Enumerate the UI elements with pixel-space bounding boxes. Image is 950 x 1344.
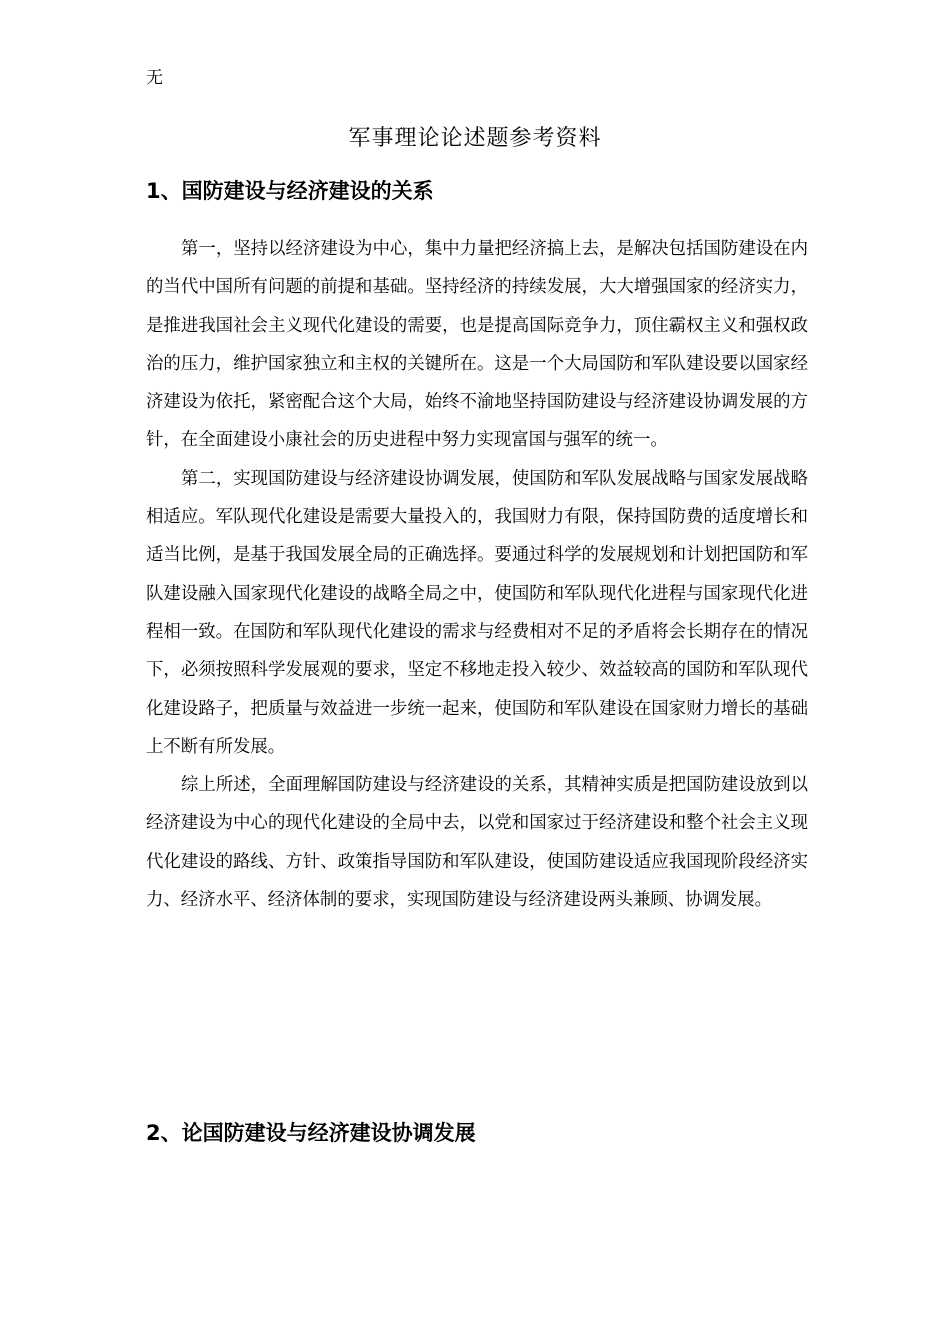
section-heading-1: 1、国防建设与经济建设的关系 [146, 179, 434, 203]
section-1-body [146, 230, 808, 919]
paragraph-1: 第一，坚持以经济建设为中心，集中力量把经济搞上去，是解决包括国防建设在内的当代中国所有问题的前提和基础。坚持经济的持续发展，大大增强国家的经济实力，是推进我国社会主义现代化建设的需要，也是提高国际竞争力，顶住霸权主义和强权政治的压力，维护国家独立和主权的关键所在。这是一个大局国防和军队建设要以国家经济建设为依托，紧密配合这个大局，始终不渝地坚持国防建设与经济建设协调发展的方针，在全面建设小康社会的历史进程中努力实现富国与强军的统一。 [146, 239, 808, 451]
paragraph-2: 第二，实现国防建设与经济建设协调发展，使国防和军队发展战略与国家发展战略相适应。军队现代化建设是需要大量投入的，我国财力有限，保持国防费的适度增长和适当比例，是基于我国发展全局的正确选择。要通过科学的发展规划和计划把国防和军队建设融入国家现代化建设的战略全局之中，使国防和军队现代化进程与国家现代化进程相一致。在国防和军队现代化建设的需求与经费相对不足的矛盾将会长期存在的情况下，必须按照科学发展观的要求，坚定不移地走投入较少、效益较高的国防和军队现代化建设路子，把质量与效益进一步统一起来，使国防和军队建设在国家财力增长的基础上不断有所发展。 [146, 468, 808, 757]
paragraph-3: 综上所述，全面理解国防建设与经济建设的关系，其精神实质是把国防建设放到以经济建设为中心的现代化建设的全局中去，以党和国家过于经济建设和整个社会主义现代化建设的路线、方针、政策指导国防和军队建设，使国防建设适应我国现阶段经济实力、经济水平、经济体制的要求，实现国防建设与经济建设两头兼顾、协调发展。 [146, 775, 808, 911]
header-mark: 无 [146, 68, 163, 88]
document-title: 军事理论论述题参考资料 [348, 126, 602, 151]
section-heading-2: 2、论国防建设与经济建设协调发展 [146, 1121, 476, 1145]
